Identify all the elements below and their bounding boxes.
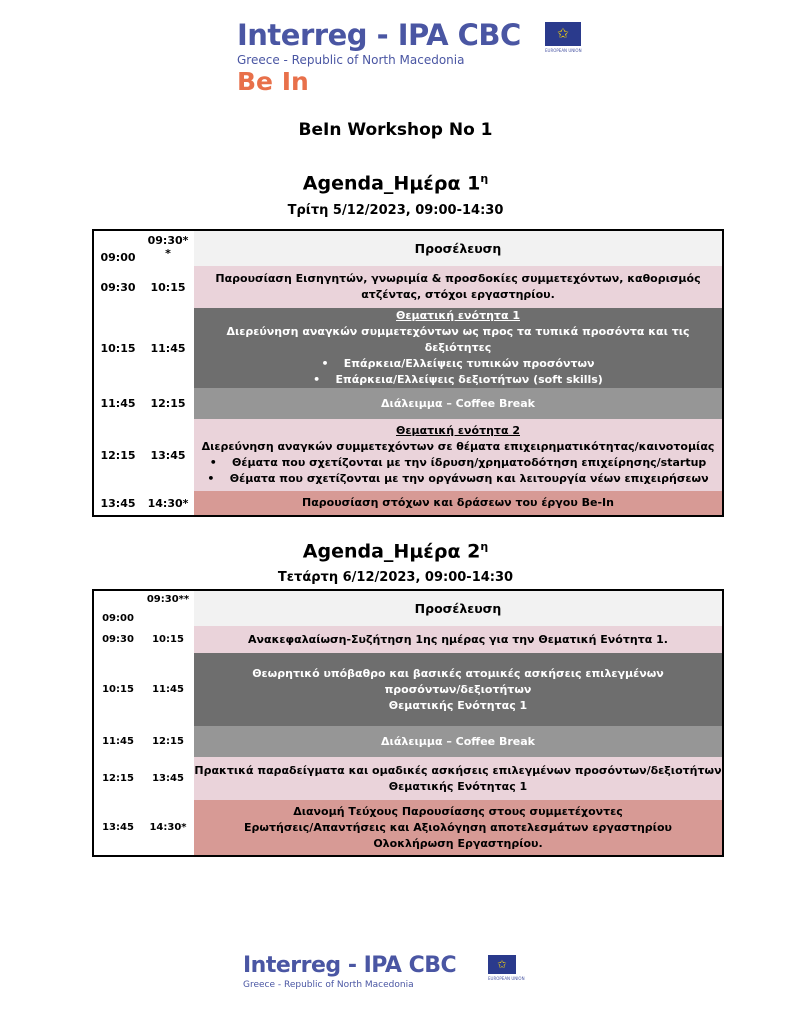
start-time: 12:15 xyxy=(93,757,142,800)
start-time: 13:45 xyxy=(93,491,142,516)
activity-cell xyxy=(194,757,723,800)
thematic-heading: Θεματική ενότητα 1 xyxy=(396,309,520,322)
table-row xyxy=(93,491,723,516)
day2-title xyxy=(0,540,791,562)
activity-line: Θεωρητικό υπόβαθρο και βασικές ατομικές ασκήσεις επιλεγμένων xyxy=(252,666,664,680)
end-time: 09:30* * xyxy=(142,230,194,266)
activity-line: Πρακτικά παραδείγματα και ομαδικές ασκήσεις επιλεγμένων προσόντων/δεξιοτήτων xyxy=(194,763,722,777)
eu-flag-icon: ✩ xyxy=(545,22,581,46)
bullet-text: Επάρκεια/Ελλείψεις δεξιοτήτων (soft skills) xyxy=(335,373,603,386)
activity-line: Παρουσίαση στόχων και δράσεων του έργου Be-In xyxy=(302,496,614,509)
table-row xyxy=(93,653,723,726)
logo-subtitle: Greece - Republic of North Macedonia xyxy=(237,53,465,67)
start-time: 09:00 xyxy=(93,230,142,266)
start-time: 13:45 xyxy=(93,800,142,856)
activity-cell xyxy=(194,388,723,419)
end-time: 13:45 xyxy=(142,757,194,800)
activity-line: ατζέντας, στόχοι εργαστηρίου. xyxy=(361,288,555,301)
table-row xyxy=(93,419,723,491)
logo-brand: Interreg - IPA CBC xyxy=(237,18,521,52)
activity-cell xyxy=(194,800,723,856)
logo-brand: Interreg - IPA CBC xyxy=(243,953,457,978)
end-time: 11:45 xyxy=(142,308,194,388)
day2-title-text: Agenda_Ημέρα 2 xyxy=(302,540,481,563)
table-row xyxy=(93,590,723,626)
eu-caption: EUROPEAN UNION xyxy=(488,976,525,981)
table-row xyxy=(93,800,723,856)
start-time: 10:15 xyxy=(93,653,142,726)
activity-line: Διάλειμμα – Coffee Break xyxy=(381,396,535,410)
day2-title-sup: η xyxy=(480,540,489,553)
end-time: 12:15 xyxy=(142,388,194,419)
activity-cell xyxy=(194,266,723,308)
day1-title-sup: η xyxy=(480,172,489,185)
end-time: 11:45 xyxy=(142,653,194,726)
start-time: 09:00 xyxy=(93,590,142,626)
bullet-item: • Επάρκεια/Ελλείψεις τυπικών προσόντων xyxy=(321,357,595,370)
interreg-logo-footer xyxy=(243,953,525,991)
bullet-item: • Θέματα που σχετίζονται με την οργάνωση και λειτουργία νέων επιχειρήσεων xyxy=(207,472,709,485)
start-time: 10:15 xyxy=(93,308,142,388)
day2-agenda-table xyxy=(92,589,724,857)
logo-subtitle: Greece - Republic of North Macedonia xyxy=(243,980,414,990)
end-time: 09:30** xyxy=(142,590,194,626)
start-time: 11:45 xyxy=(93,388,142,419)
table-row xyxy=(93,757,723,800)
day1-date: Τρίτη 5/12/2023, 09:00-14:30 xyxy=(287,203,504,218)
interreg-logo-header xyxy=(237,18,582,96)
start-time: 11:45 xyxy=(93,726,142,757)
activity-cell xyxy=(194,230,723,266)
end-time: 14:30* xyxy=(142,800,194,856)
end-time: 10:15 xyxy=(142,626,194,653)
day1-agenda-table xyxy=(92,229,724,517)
table-row xyxy=(93,726,723,757)
end-time: 10:15 xyxy=(142,266,194,308)
activity-line: Ανακεφαλαίωση-Συζήτηση 1ης ημέρας για την Θεματική Ενότητα 1. xyxy=(248,632,668,646)
activity-line: προσόντων/δεξιοτήτων xyxy=(384,682,532,696)
activity-line: Διάλειμμα – Coffee Break xyxy=(381,734,535,748)
day1-title-text: Agenda_Ημέρα 1 xyxy=(302,172,481,195)
eu-flag-icon: ✩ xyxy=(488,955,516,974)
day1-title xyxy=(0,172,791,194)
bullet-text: Επάρκεια/Ελλείψεις τυπικών προσόντων xyxy=(343,357,595,370)
table-row xyxy=(93,230,723,266)
eu-caption: EUROPEAN UNION xyxy=(545,48,582,53)
activity-cell xyxy=(194,653,723,726)
end-time: 13:45 xyxy=(142,419,194,491)
activity-line: Θεματικής Ενότητας 1 xyxy=(388,698,528,712)
start-time: 12:15 xyxy=(93,419,142,491)
start-time: 09:30 xyxy=(93,266,142,308)
activity-line: Ολοκλήρωση Εργαστηρίου. xyxy=(373,836,543,850)
project-name: Be In xyxy=(237,67,309,96)
activity-line: Παρουσίαση Εισηγητών, γνωριμία & προσδοκίες συμμετεχόντων, καθορισμός xyxy=(215,272,701,285)
activity-line: Διερεύνηση αναγκών συμμετεχόντων σε θέματα επιχειρηματικότητας/καινοτομίας xyxy=(201,440,715,453)
activity-cell xyxy=(194,419,723,491)
bullet-text: Θέματα που σχετίζονται με την οργάνωση και λειτουργία νέων επιχειρήσεων xyxy=(229,472,709,485)
activity-line: Προσέλευση xyxy=(414,240,502,256)
start-time: 09:30 xyxy=(93,626,142,653)
table-row xyxy=(93,266,723,308)
activity-line: Ερωτήσεις/Απαντήσεις και Αξιολόγηση αποτελεσμάτων εργαστηρίου xyxy=(244,820,672,834)
table-row xyxy=(93,626,723,653)
activity-cell xyxy=(194,590,723,626)
bullet-text: Θέματα που σχετίζονται με την ίδρυση/χρηματοδότηση επιχείρησης/startup xyxy=(232,456,707,469)
table-row xyxy=(93,308,723,388)
thematic-heading: Θεματική ενότητα 2 xyxy=(396,424,520,437)
end-time: 12:15 xyxy=(142,726,194,757)
activity-cell xyxy=(194,308,723,388)
activity-cell xyxy=(194,626,723,653)
day2-date: Τετάρτη 6/12/2023, 09:00-14:30 xyxy=(277,570,514,585)
activity-cell xyxy=(194,491,723,516)
end-time: 14:30* xyxy=(142,491,194,516)
activity-line: Προσέλευση xyxy=(414,600,502,616)
table-row xyxy=(93,388,723,419)
bullet-item: • Επάρκεια/Ελλείψεις δεξιοτήτων (soft skills) xyxy=(313,373,603,386)
activity-line: Θεματικής Ενότητας 1 xyxy=(388,779,528,793)
workshop-title: BeIn Workshop No 1 xyxy=(298,120,493,140)
activity-line: Διανομή Τεύχους Παρουσίασης στους συμμετέχοντες xyxy=(293,804,623,818)
activity-cell xyxy=(194,726,723,757)
activity-line: Διερεύνηση αναγκών συμμετεχόντων ως προς τα τυπικά προσόντα και τις δεξιότητες xyxy=(226,325,690,354)
bullet-item: • Θέματα που σχετίζονται με την ίδρυση/χρηματοδότηση επιχείρησης/startup xyxy=(209,456,707,469)
